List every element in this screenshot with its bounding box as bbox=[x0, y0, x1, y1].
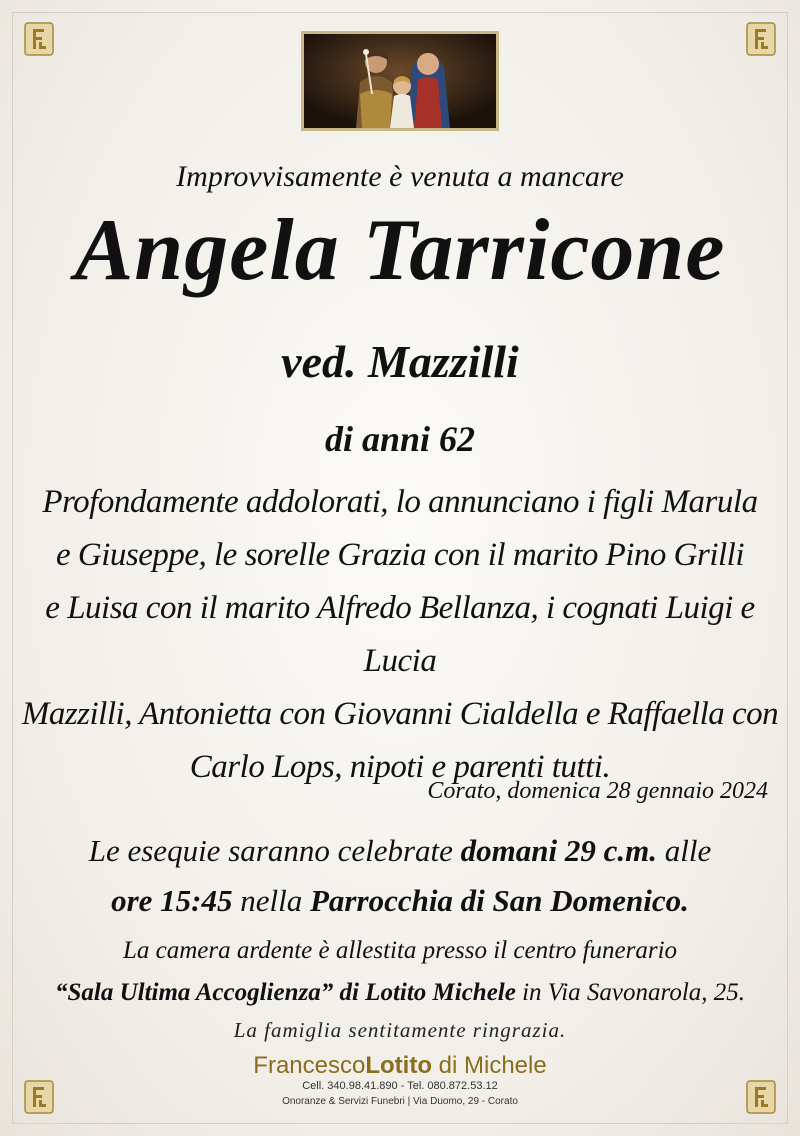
chapel-line-1: La camera ardente è allestita presso il centro funerario bbox=[122, 937, 678, 964]
fl-logo-icon bbox=[24, 22, 54, 56]
holy-family-icon bbox=[304, 34, 496, 128]
announcement-line: Mazzilli, Antonietta con Giovanni Cialdella e Raffaella con bbox=[21, 696, 779, 732]
fl-logo-icon bbox=[746, 22, 776, 56]
announcement-line: Profondamente addolorati, lo annunciano i figli Marula bbox=[42, 484, 758, 520]
funeral-home-brand: FrancescoLotito di Michele bbox=[253, 1052, 547, 1079]
announcement-line: e Giuseppe, le sorelle Grazia con il marito Pino Grilli bbox=[55, 537, 745, 573]
corner-top-right bbox=[740, 0, 800, 60]
deceased-name: Angela Tarricone bbox=[74, 202, 726, 299]
chapel-venue: “Sala Ultima Accoglienza” di Lotito Michele bbox=[54, 979, 516, 1006]
funeral-home-address: Onoranze & Servizi Funebri | Via Duomo, 29 - Corato bbox=[282, 1096, 518, 1107]
funeral-line-2: ore 15:45 nella Parrocchia di San Domenico. bbox=[111, 883, 689, 918]
funeral-church: Parrocchia di San Domenico. bbox=[310, 883, 689, 918]
chapel-line-2 bbox=[0, 972, 800, 1014]
maiden-name: ved. Mazzilli bbox=[281, 336, 519, 387]
holy-family-image bbox=[301, 31, 499, 131]
corner-top-left bbox=[0, 0, 60, 60]
announcement-line: e Luisa con il marito Alfredo Bellanza, i cognati Luigi e Lucia bbox=[45, 590, 755, 679]
funeral-home-contacts: Cell. 340.98.41.890 - Tel. 080.872.53.12 bbox=[302, 1080, 498, 1092]
announcement-text bbox=[20, 476, 780, 794]
age-text: di anni 62 bbox=[324, 419, 476, 459]
intro-text: Improvvisamente è venuta a mancare bbox=[176, 160, 624, 193]
funeral-info bbox=[0, 826, 800, 926]
funeral-time: ore 15:45 bbox=[111, 883, 233, 918]
chapel-info bbox=[0, 930, 800, 1014]
chapel-address: in Via Savonarola, 25. bbox=[515, 979, 746, 1006]
announcement-line: Carlo Lops, nipoti e parenti tutti. bbox=[189, 749, 611, 785]
funeral-line-1: Le esequie saranno celebrate domani 29 c.m. alle bbox=[88, 833, 712, 868]
thanks-text: La famiglia sentitamente ringrazia. bbox=[233, 1018, 567, 1042]
funeral-date: domani 29 c.m. bbox=[460, 833, 657, 868]
place-date: Corato, domenica 28 gennaio 2024 bbox=[427, 778, 768, 804]
